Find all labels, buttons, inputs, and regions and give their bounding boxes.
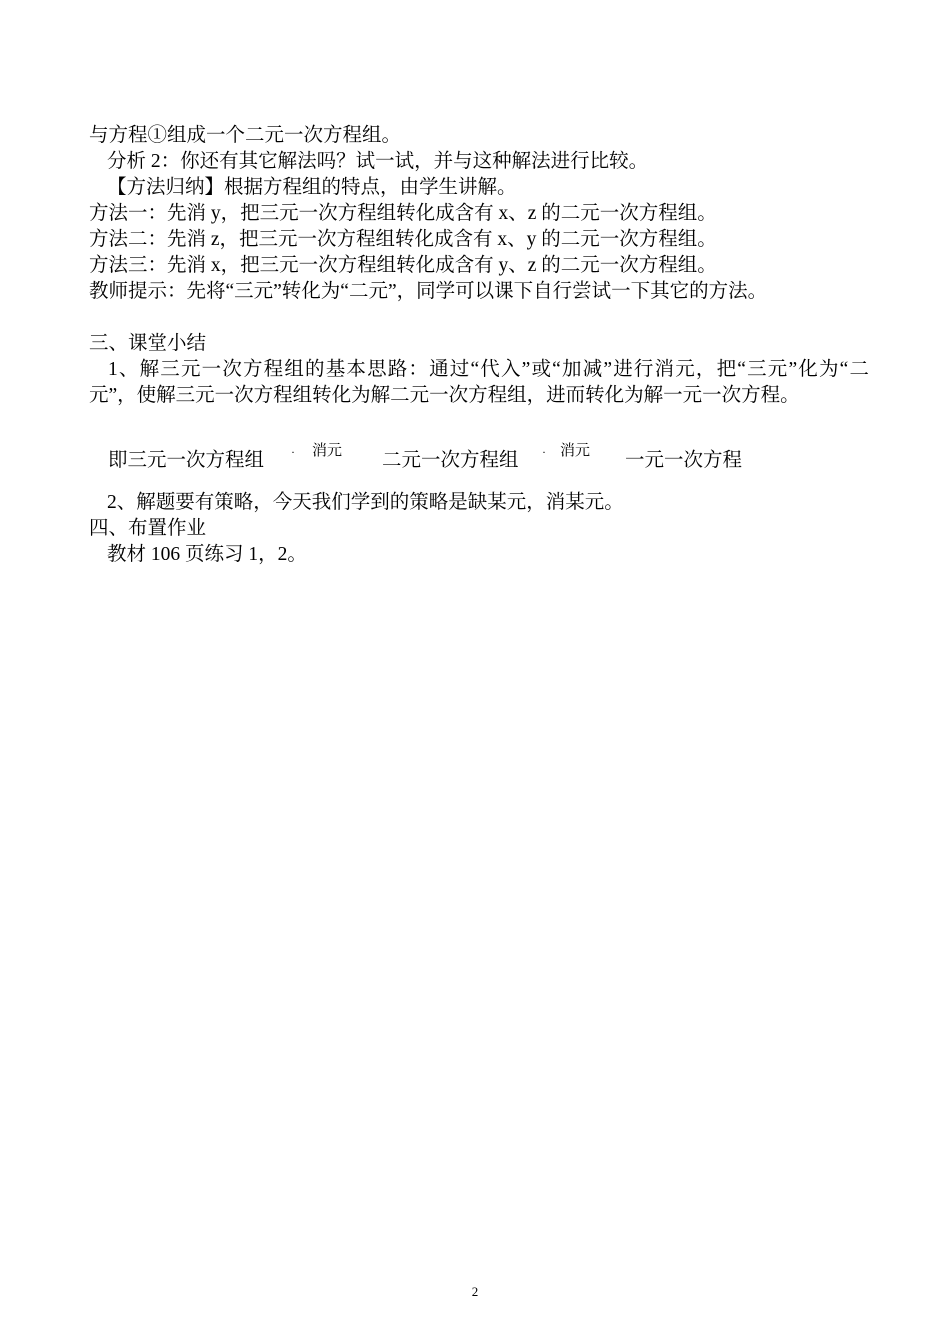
- section-4-heading: 四、布置作业: [89, 518, 207, 539]
- teacher-hint: 教师提示：先将“三元”转化为“二元”，同学可以课下自行尝试一下其它的方法。: [89, 281, 768, 302]
- flow-step-2: 二元一次方程组: [382, 450, 519, 471]
- paragraph-line: 与方程①组成一个二元一次方程组。: [89, 125, 402, 146]
- flow-step-3: 一元一次方程: [625, 450, 743, 471]
- summary-point-2: 2、解题要有策略，今天我们学到的策略是缺某元，消某元。: [107, 492, 624, 513]
- flow-step-1: 即三元一次方程组: [108, 450, 265, 471]
- dot-mark: ·: [291, 445, 295, 459]
- flow-arrow-2-label: 消元: [560, 441, 591, 459]
- method-three: 方法三：先消 x，把三元一次方程组转化成含有 y、z 的二元一次方程组。: [89, 255, 717, 276]
- section-3-heading: 三、课堂小结: [89, 333, 207, 354]
- page-number: 2: [471, 1284, 479, 1299]
- homework: 教材 106 页练习 1，2。: [107, 544, 307, 565]
- method-two: 方法二：先消 z，把三元一次方程组转化成含有 x、y 的二元一次方程组。: [89, 229, 717, 250]
- method-summary: 【方法归纳】根据方程组的特点，由学生讲解。: [107, 177, 517, 198]
- analysis-2: 分析 2：你还有其它解法吗？试一试，并与这种解法进行比较。: [107, 151, 649, 172]
- method-one: 方法一：先消 y，把三元一次方程组转化成含有 x、z 的二元一次方程组。: [89, 203, 717, 224]
- summary-point-1: 1、解三元一次方程组的基本思路：通过“代入”或“加减”进行消元，把“三元”化为“二元”，使解三元一次方程组转化为解二元一次方程组，进而转化为解一元一次方程。: [89, 359, 869, 406]
- flow-arrow-1-label: 消元: [312, 441, 343, 459]
- dot-mark: ·: [542, 445, 546, 459]
